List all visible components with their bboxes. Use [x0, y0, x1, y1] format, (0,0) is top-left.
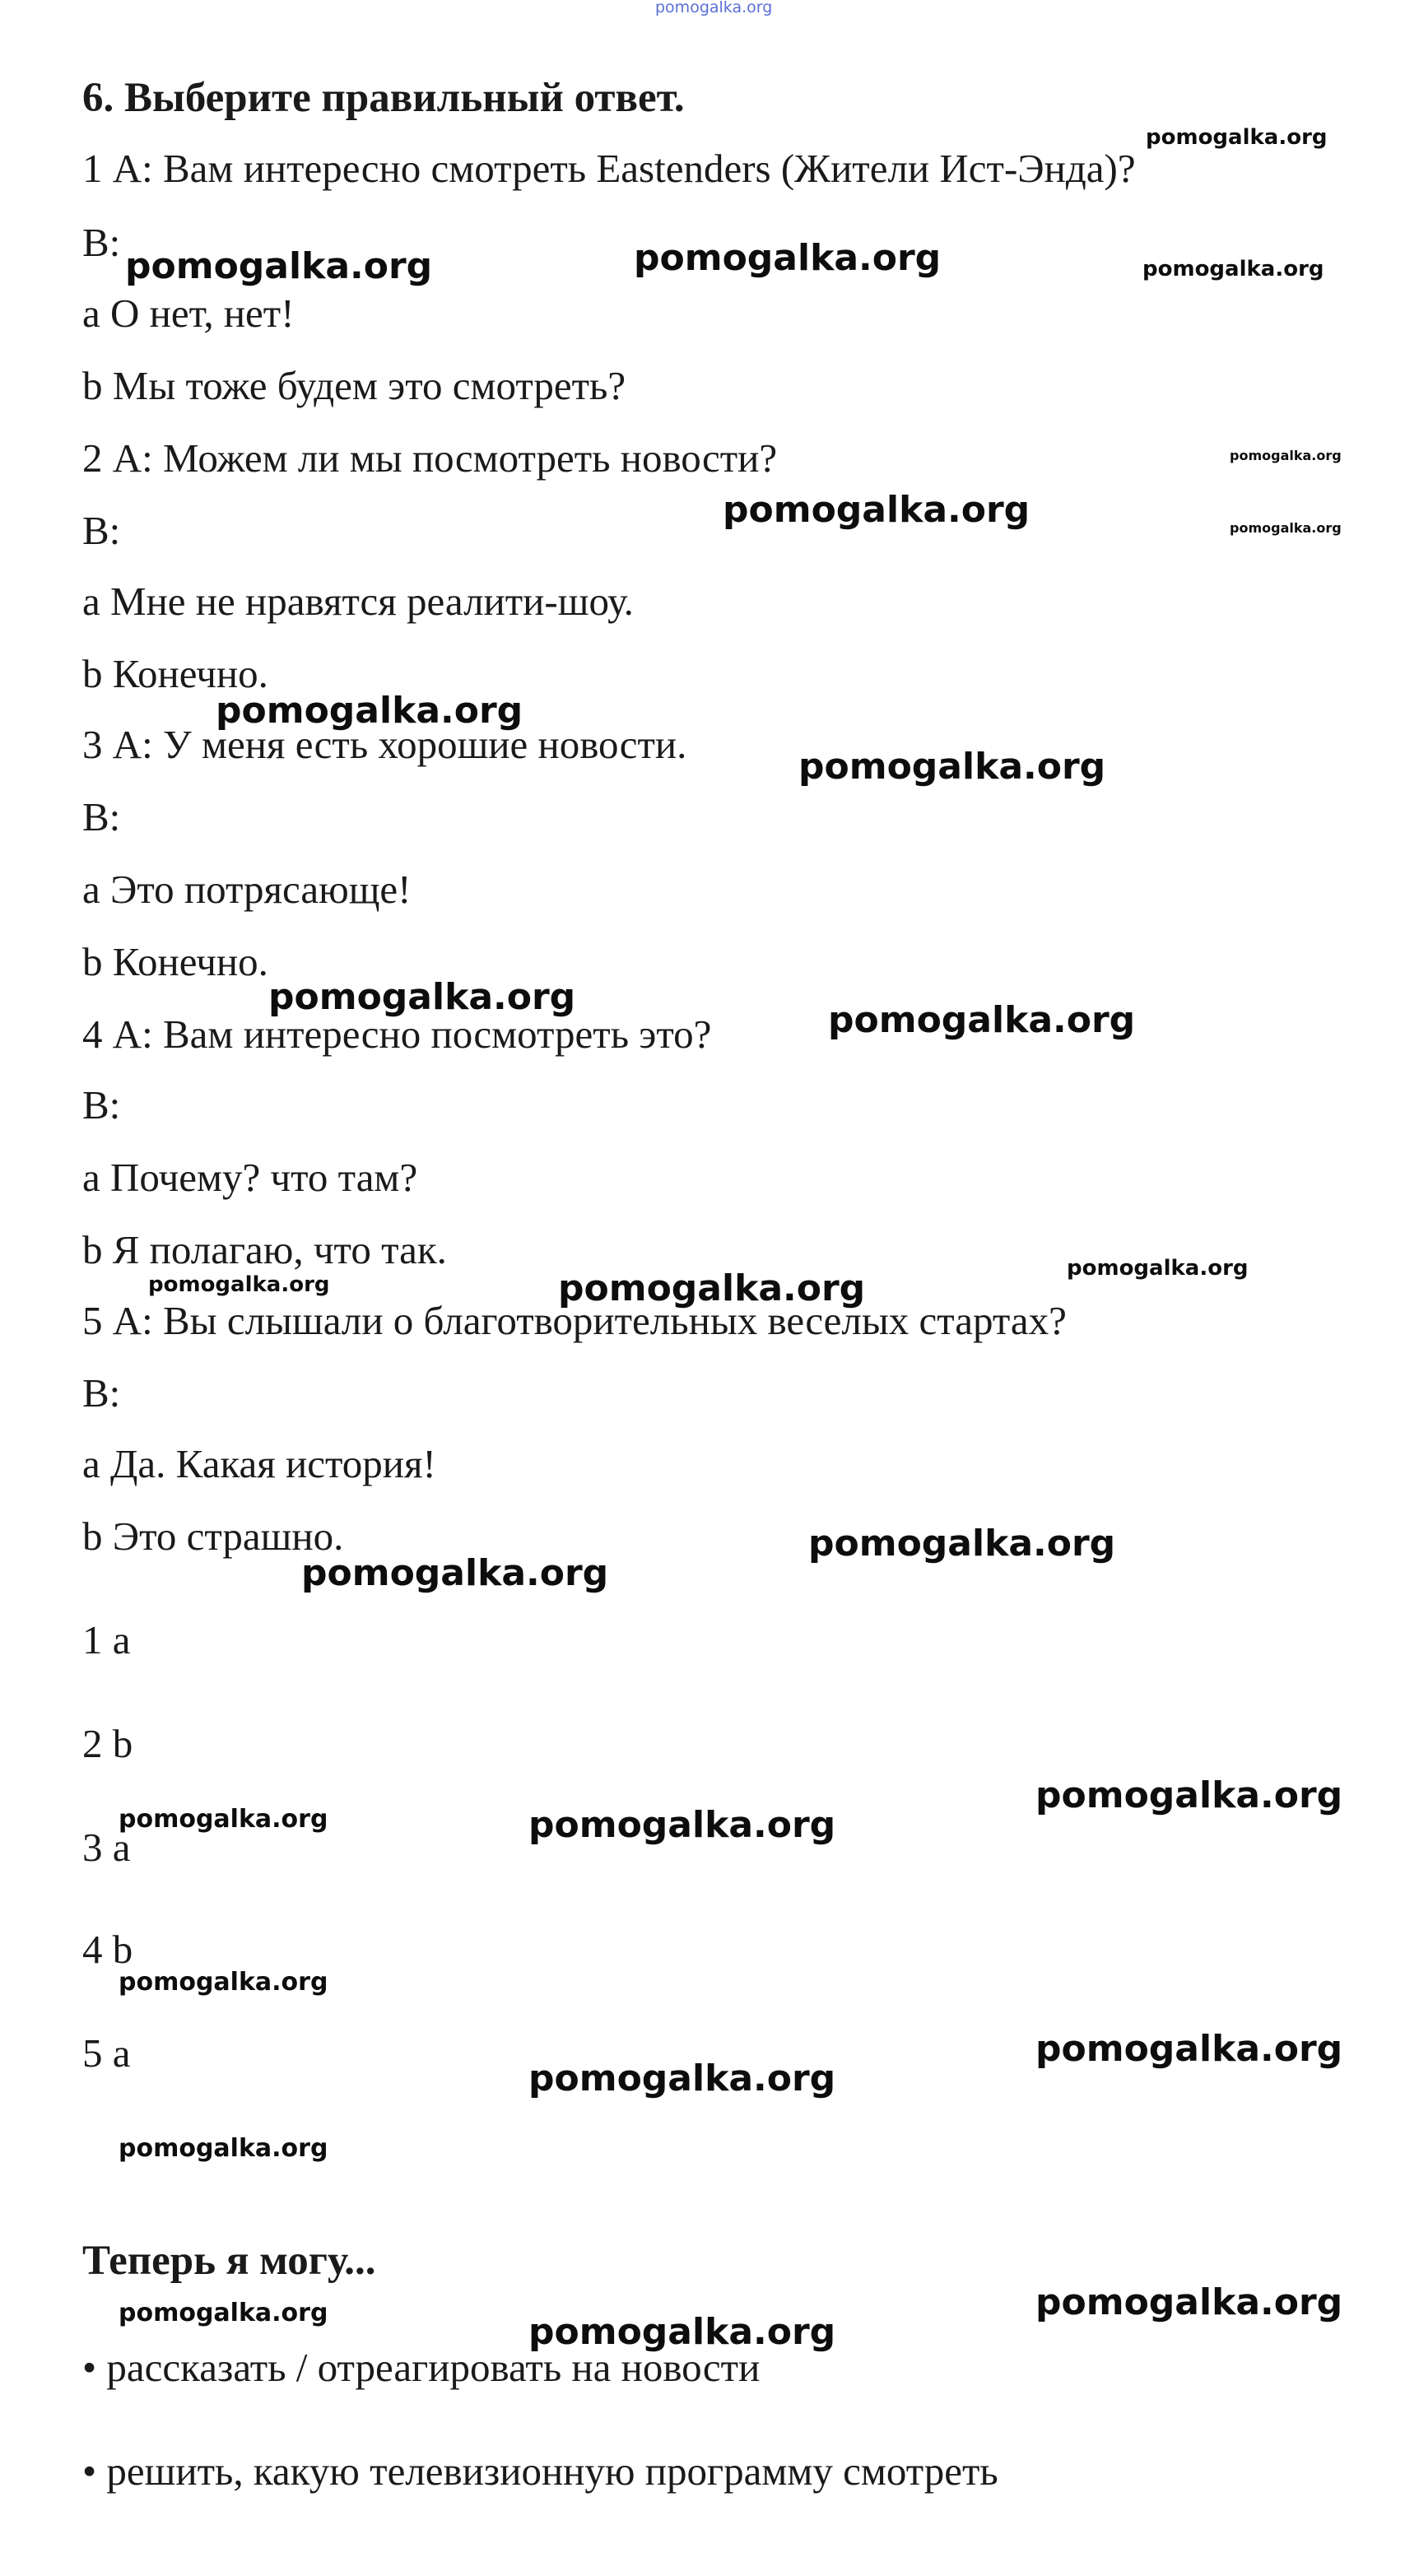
watermark: pomogalka.org: [119, 2134, 328, 2163]
exercise-line: a Да. Какая история!: [82, 1441, 436, 1486]
watermark: pomogalka.org: [558, 1267, 866, 1309]
watermark: pomogalka.org: [268, 976, 576, 1018]
watermark: pomogalka.org: [119, 1805, 328, 1834]
answer-item: 3 a: [82, 1825, 131, 1870]
watermark: pomogalka.org: [528, 1804, 836, 1846]
exercise-line: В:: [82, 1370, 121, 1416]
exercise-line: b Конечно.: [82, 651, 268, 696]
exercise-line: В:: [82, 220, 121, 265]
watermark: pomogalka.org: [119, 1968, 328, 1997]
exercise-line: 3 А: У меня есть хорошие новости.: [82, 722, 687, 767]
exercise-line: В:: [82, 1082, 121, 1128]
watermark: pomogalka.org: [808, 1523, 1116, 1565]
watermark: pomogalka.org: [119, 2299, 328, 2327]
exercise-line: b Конечно.: [82, 939, 268, 984]
exercise-line: a Это потрясающе!: [82, 867, 412, 912]
exercise-line: a Почему? что там?: [82, 1155, 418, 1200]
summary-bullet: • рассказать / отреагировать на новости: [82, 2345, 761, 2390]
watermark: pomogalka.org: [723, 489, 1030, 531]
watermark: pomogalka.org: [1067, 1256, 1249, 1281]
answer-item: 5 a: [82, 2030, 131, 2076]
watermark: pomogalka.org: [798, 746, 1106, 788]
exercise-line: В:: [82, 794, 121, 839]
exercise-line: 5 А: Вы слышали о благотворительных веселых стартах?: [82, 1298, 1067, 1343]
watermark: pomogalka.org: [301, 1552, 609, 1594]
exercise-line: a О нет, нет!: [82, 291, 295, 336]
exercise-line: 2 А: Можем ли мы посмотреть новости?: [82, 435, 778, 481]
answer-item: 1 a: [82, 1617, 131, 1662]
exercise-line: b Это страшно.: [82, 1514, 344, 1559]
watermark: pomogalka.org: [1230, 520, 1342, 536]
watermark-top: pomogalka.org: [655, 0, 773, 16]
watermark: pomogalka.org: [528, 2311, 836, 2353]
exercise-line: 1 А: Вам интересно смотреть Eastenders (Жители Ист-Энда)?: [82, 146, 1136, 191]
exercise-line: 4 А: Вам интересно посмотреть это?: [82, 1011, 712, 1057]
summary-bullet: • решить, какую телевизионную программу смотреть: [82, 2448, 998, 2494]
answer-item: 2 b: [82, 1721, 133, 1766]
watermark: pomogalka.org: [1146, 125, 1328, 150]
exercise-line: a Мне не нравятся реалити-шоу.: [82, 579, 634, 624]
answer-item: 4 b: [82, 1927, 133, 1972]
watermark: pomogalka.org: [634, 237, 942, 279]
watermark: pomogalka.org: [216, 690, 523, 732]
exercise-title: 6. Выберите правильный ответ.: [82, 75, 685, 121]
exercise-line: b Мы тоже будем это смотреть?: [82, 363, 626, 408]
watermark: pomogalka.org: [125, 245, 433, 287]
watermark: pomogalka.org: [1035, 2281, 1343, 2323]
watermark: pomogalka.org: [148, 1272, 330, 1297]
summary-title: Теперь я могу...: [82, 2238, 376, 2284]
watermark: pomogalka.org: [1142, 257, 1324, 281]
exercise-line: b Я полагаю, что так.: [82, 1227, 447, 1272]
watermark: pomogalka.org: [1230, 448, 1342, 463]
exercise-line: В:: [82, 508, 121, 553]
watermark: pomogalka.org: [828, 999, 1136, 1041]
watermark: pomogalka.org: [528, 2058, 836, 2099]
watermark: pomogalka.org: [1035, 1774, 1343, 1816]
watermark: pomogalka.org: [1035, 2028, 1343, 2070]
